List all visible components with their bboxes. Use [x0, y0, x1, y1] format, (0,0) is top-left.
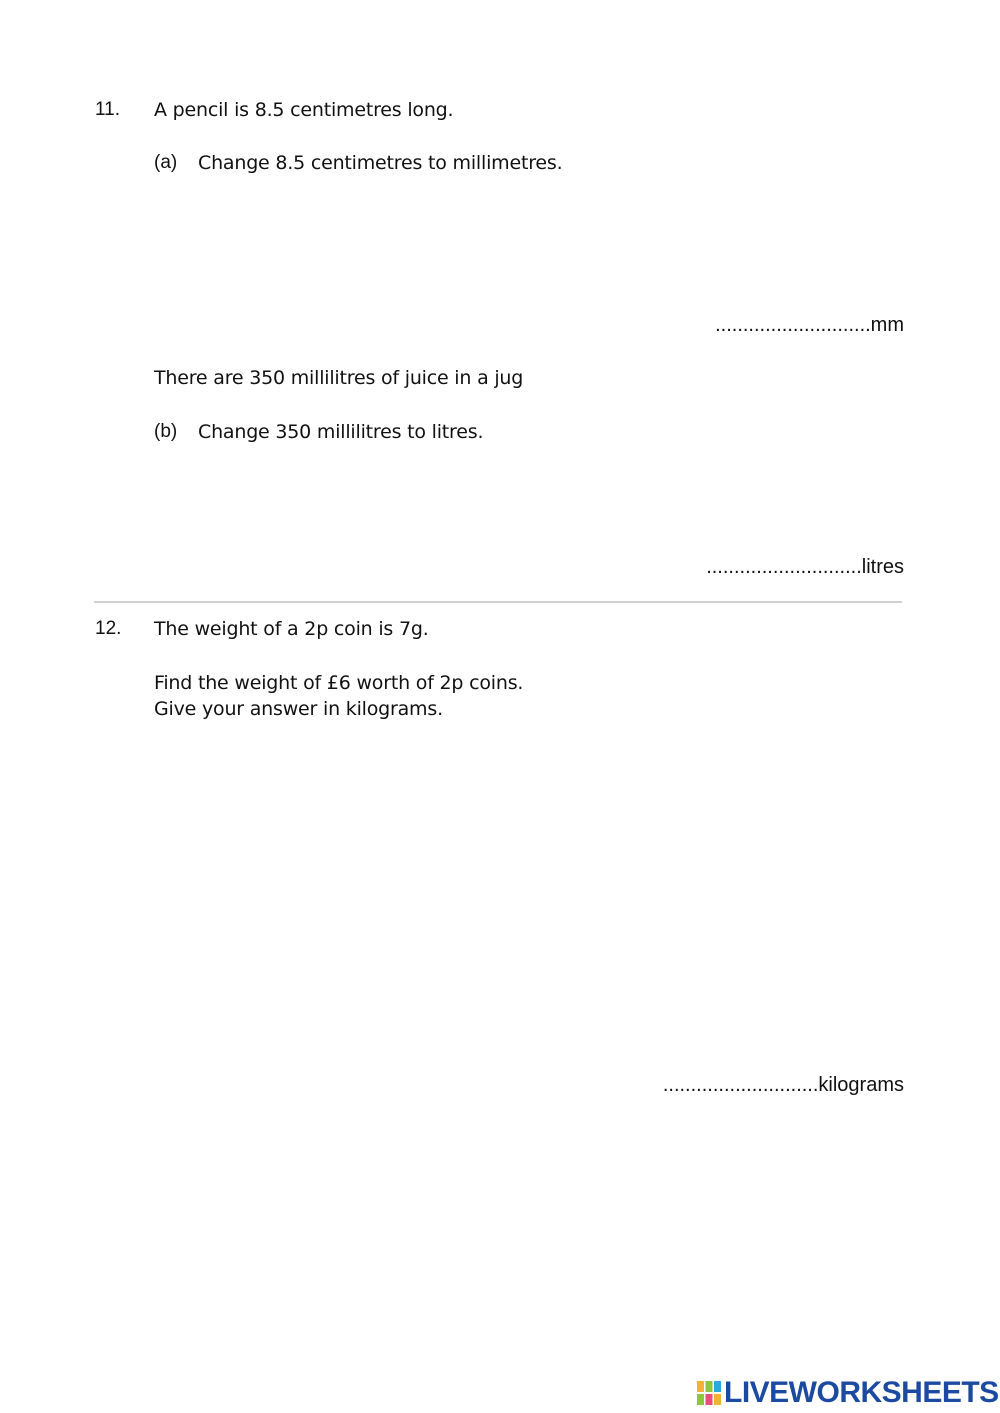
question-11b-label: (b) [154, 421, 178, 442]
question-12-answer-line[interactable]: ............................kilograms [662, 1074, 904, 1096]
question-12-line-2: Give your answer in kilograms. [154, 698, 443, 720]
question-11-number: 11. [95, 99, 121, 120]
question-11-stem: A pencil is 8.5 centimetres long. [154, 99, 454, 121]
question-11b-info: There are 350 millilitres of juice in a jug [154, 367, 524, 389]
question-12-number: 12. [95, 618, 122, 639]
question-11b-text: Change 350 millilitres to litres. [198, 421, 484, 443]
liveworksheets-logo-text: LIVEWORKSHEETS [724, 1376, 999, 1409]
question-11a-answer-line[interactable]: ............................mm [715, 314, 904, 336]
liveworksheets-logo [697, 1378, 999, 1408]
question-11a-text: Change 8.5 centimetres to millimetres. [198, 152, 563, 174]
question-12-line-1: Find the weight of £6 worth of 2p coins. [154, 672, 524, 694]
section-divider [94, 601, 902, 603]
question-12-stem: The weight of a 2p coin is 7g. [154, 618, 429, 640]
question-11b-answer-line[interactable]: ............................litres [706, 556, 904, 578]
liveworksheets-logo-icon [697, 1381, 721, 1405]
question-11a-label: (a) [154, 152, 178, 173]
